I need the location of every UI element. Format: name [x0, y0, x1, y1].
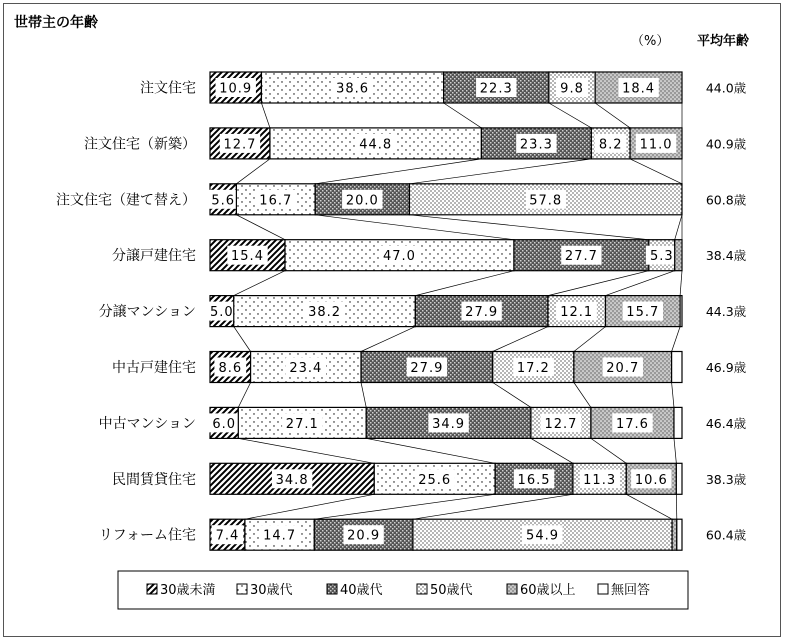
data-label: 12.1 [560, 305, 594, 321]
data-label: 8.6 [218, 361, 243, 376]
connector-line [591, 438, 626, 463]
data-label: 5.6 [211, 193, 236, 209]
connector-line [595, 103, 630, 128]
bar-segment [675, 240, 682, 271]
data-label: 20.7 [606, 361, 640, 376]
legend-entry: 30歳代 [250, 583, 293, 598]
data-label: 34.9 [432, 416, 466, 432]
bar-segment [677, 519, 682, 550]
average-age-value: 38.4歳 [705, 248, 747, 264]
connector-line [361, 383, 366, 408]
connector-line [236, 159, 270, 184]
connector-line [413, 494, 573, 519]
chart-title: 世帯主の年齢 [14, 15, 98, 31]
bar-segment [676, 463, 682, 494]
data-label: 5.0 [210, 305, 234, 321]
data-label: 14.7 [263, 528, 297, 544]
data-label: 27.1 [285, 416, 319, 432]
data-label: 16.5 [517, 472, 551, 488]
bar-rows [56, 72, 747, 550]
data-label: 10.9 [219, 81, 253, 97]
connector-line [672, 327, 680, 352]
average-age-value: 46.9歳 [705, 360, 747, 375]
connector-line [548, 271, 649, 296]
data-label: 11.0 [639, 137, 673, 153]
data-label: 27.9 [465, 305, 499, 321]
connector-line [315, 159, 481, 184]
unit-label: （%） [631, 34, 670, 49]
connector-line [236, 215, 285, 240]
legend-entry: 50歳代 [430, 583, 473, 598]
connector-line [531, 438, 573, 463]
legend-entry: 30歳未満 [160, 583, 216, 598]
data-label: 15.4 [231, 249, 264, 265]
connector-line [680, 271, 682, 296]
connector-line [674, 438, 676, 463]
category-label: 分譲戸建住宅 [112, 248, 196, 265]
average-age-value: 60.4歳 [705, 527, 747, 543]
bar-segment [674, 407, 682, 438]
connector-line [238, 438, 374, 463]
data-label: 6.0 [212, 416, 237, 432]
data-label: 23.4 [289, 361, 323, 376]
data-label: 20.0 [345, 193, 379, 209]
connector-line [493, 327, 548, 352]
category-label: 中古マンション [98, 415, 196, 432]
legend-swatch [507, 584, 517, 594]
legend-swatch [147, 584, 157, 594]
connector-line [574, 327, 606, 352]
category-label: リフォーム住宅 [98, 527, 196, 544]
connector-line [675, 215, 682, 240]
data-label: 57.8 [529, 193, 563, 209]
category-label: 民間賃貸住宅 [112, 471, 196, 488]
connector-line [261, 103, 269, 128]
data-label: 12.7 [544, 416, 578, 432]
data-label: 15.7 [626, 305, 660, 321]
legend [118, 571, 688, 609]
average-age-value: 60.8歳 [705, 192, 747, 208]
connector-line [245, 494, 374, 519]
connector-line [366, 438, 495, 463]
average-age-value: 46.4歳 [705, 415, 747, 431]
average-age-header: 平均年齢 [697, 34, 750, 49]
category-label: 注文住宅 [140, 80, 196, 97]
data-label: 25.6 [418, 472, 452, 488]
connector-line [409, 159, 591, 184]
data-label: 27.7 [564, 249, 598, 265]
connector-line [314, 494, 495, 519]
connector-line [626, 494, 672, 519]
data-label: 44.8 [359, 137, 393, 153]
data-label: 34.8 [275, 472, 309, 488]
connector-line [409, 215, 648, 240]
legend-entry: 無回答 [611, 583, 651, 598]
data-label: 27.9 [410, 361, 444, 376]
category-label: 注文住宅（新築） [84, 136, 196, 153]
connector-line [493, 383, 531, 408]
connector-line [672, 383, 674, 408]
connector-line [630, 159, 682, 184]
connector-line [234, 327, 251, 352]
category-label: 分譲マンション [98, 304, 196, 321]
category-label: 中古戸建住宅 [112, 360, 196, 376]
data-label: 47.0 [383, 249, 416, 265]
data-label: 12.7 [223, 137, 257, 153]
connector-line [415, 271, 514, 296]
data-label: 10.6 [634, 472, 668, 488]
legend-swatch [237, 584, 247, 594]
legend-swatch [327, 584, 337, 594]
bar-segment [672, 519, 677, 550]
data-label: 23.3 [519, 137, 553, 153]
legend-entry: 40歳代 [340, 583, 383, 598]
connector-line [605, 271, 674, 296]
average-age-value: 40.9歳 [705, 136, 747, 152]
data-label: 18.4 [622, 81, 656, 97]
category-label: 注文住宅（建て替え） [56, 192, 196, 209]
connector-line [444, 103, 482, 128]
legend-swatch [417, 584, 427, 594]
connector-line [238, 383, 250, 408]
data-label: 20.9 [347, 528, 381, 544]
data-label: 5.3 [649, 249, 674, 265]
legend-swatch [598, 584, 608, 594]
connector-line [574, 383, 591, 408]
data-label: 17.6 [615, 416, 649, 432]
data-label: 9.8 [560, 81, 584, 97]
average-age-value: 44.3歳 [705, 304, 747, 320]
average-age-value: 38.3歳 [705, 471, 747, 487]
data-label: 17.2 [516, 361, 550, 376]
bar-segment [680, 296, 682, 327]
data-label: 38.6 [336, 81, 370, 97]
connector-line [315, 215, 514, 240]
connector-line [361, 327, 415, 352]
data-label: 16.7 [259, 193, 293, 209]
data-label: 11.3 [583, 472, 617, 488]
data-label: 22.3 [479, 81, 513, 97]
data-label: 54.9 [526, 528, 560, 544]
data-label: 8.2 [598, 137, 623, 153]
data-label: 7.4 [215, 528, 240, 544]
bar-segment [672, 352, 682, 383]
legend-entry: 60歳以上 [520, 583, 576, 598]
average-age-value: 44.0歳 [705, 80, 747, 96]
data-label: 38.2 [308, 305, 342, 321]
connector-line [234, 271, 285, 296]
connector-line [549, 103, 591, 128]
